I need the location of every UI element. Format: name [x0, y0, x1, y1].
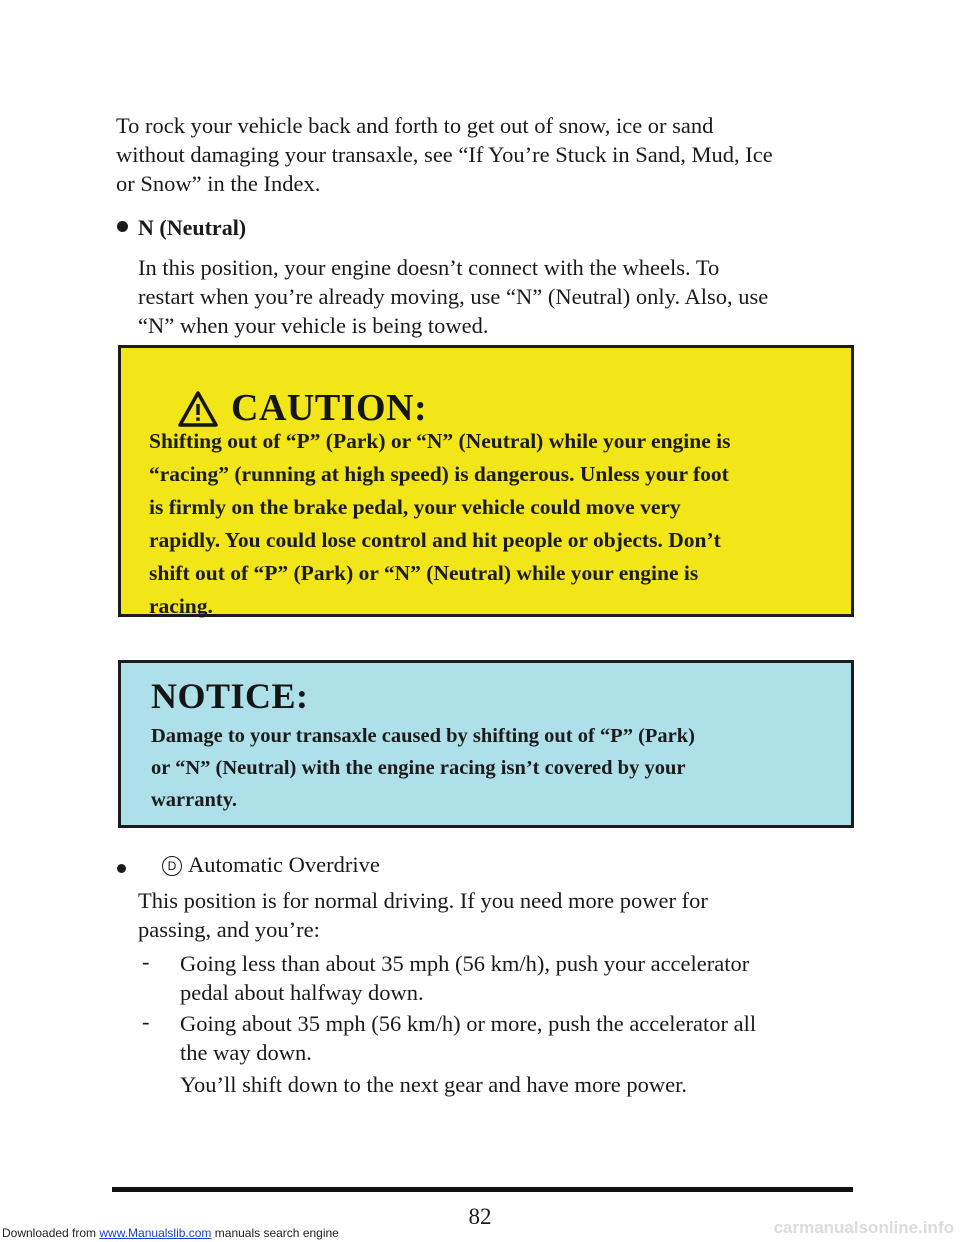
download-footer — [2, 1226, 339, 1240]
dash-bullet: - — [142, 949, 150, 974]
footer-suffix: manuals search engine — [211, 1226, 339, 1240]
intro-line: To rock your vehicle back and forth to get out of snow, ice or sand — [116, 113, 714, 138]
neutral-line: In this position, your engine doesn’t connect with the wheels. To — [138, 255, 720, 280]
overdrive-d-icon: D — [162, 856, 182, 876]
notice-box — [118, 660, 854, 828]
list-item-line: Going less than about 35 mph (56 km/h), push your accelerator — [180, 951, 750, 976]
overdrive-heading-text: Automatic Overdrive — [188, 852, 380, 877]
caution-text — [149, 425, 829, 623]
neutral-paragraph — [138, 253, 858, 340]
list-item-line: pedal about halfway down. — [180, 980, 424, 1005]
manualslib-link[interactable]: www.Manualslib.com — [99, 1226, 212, 1240]
caution-title: CAUTION: — [231, 387, 428, 429]
warning-triangle-icon — [177, 390, 219, 428]
caution-line: shift out of “P” (Park) or “N” (Neutral) while your engine is — [149, 561, 699, 585]
caution-line: Shifting out of “P” (Park) or “N” (Neutral) while your engine is — [149, 429, 731, 453]
neutral-line: restart when you’re already moving, use “N” (Neutral) only. Also, use — [138, 284, 769, 309]
intro-line: or Snow” in the Index. — [116, 171, 321, 196]
list-item-line: the way down. — [180, 1040, 312, 1065]
watermark: carmanualsonline.info — [773, 1218, 954, 1237]
list-item — [180, 949, 860, 1007]
list-item — [180, 1009, 860, 1067]
notice-line: warranty. — [151, 789, 237, 811]
bullet-icon — [117, 864, 126, 873]
notice-title: NOTICE: — [151, 676, 309, 716]
dash-bullet: - — [142, 1009, 150, 1034]
footer-prefix: Downloaded from — [2, 1226, 100, 1240]
neutral-heading: N (Neutral) — [138, 215, 247, 240]
overdrive-closing: You’ll shift down to the next gear and have more power. — [180, 1072, 687, 1097]
overdrive-line: This position is for normal driving. If you need more power for — [138, 888, 708, 913]
caution-line: rapidly. You could lose control and hit people or objects. Don’t — [149, 528, 721, 552]
bullet-icon — [117, 221, 128, 232]
caution-line: “racing” (running at high speed) is dangerous. Unless your foot — [149, 462, 729, 486]
page-rule — [112, 1187, 853, 1192]
caution-line: is firmly on the brake pedal, your vehicle could move very — [149, 495, 681, 519]
notice-line: or “N” (Neutral) with the engine racing isn’t covered by your — [151, 757, 686, 779]
intro-paragraph — [116, 111, 856, 198]
caution-line: racing. — [149, 594, 213, 618]
overdrive-heading — [162, 850, 380, 879]
notice-text — [151, 720, 831, 816]
page-number: 82 — [468, 1204, 492, 1229]
intro-line: without damaging your transaxle, see “If You’re Stuck in Sand, Mud, Ice — [116, 142, 773, 167]
overdrive-line: passing, and you’re: — [138, 917, 320, 942]
notice-line: Damage to your transaxle caused by shifting out of “P” (Park) — [151, 725, 695, 747]
overdrive-paragraph — [138, 886, 858, 944]
list-item-line: Going about 35 mph (56 km/h) or more, push the accelerator all — [180, 1011, 757, 1036]
neutral-line: “N” when your vehicle is being towed. — [138, 313, 489, 338]
caution-box — [118, 345, 854, 617]
